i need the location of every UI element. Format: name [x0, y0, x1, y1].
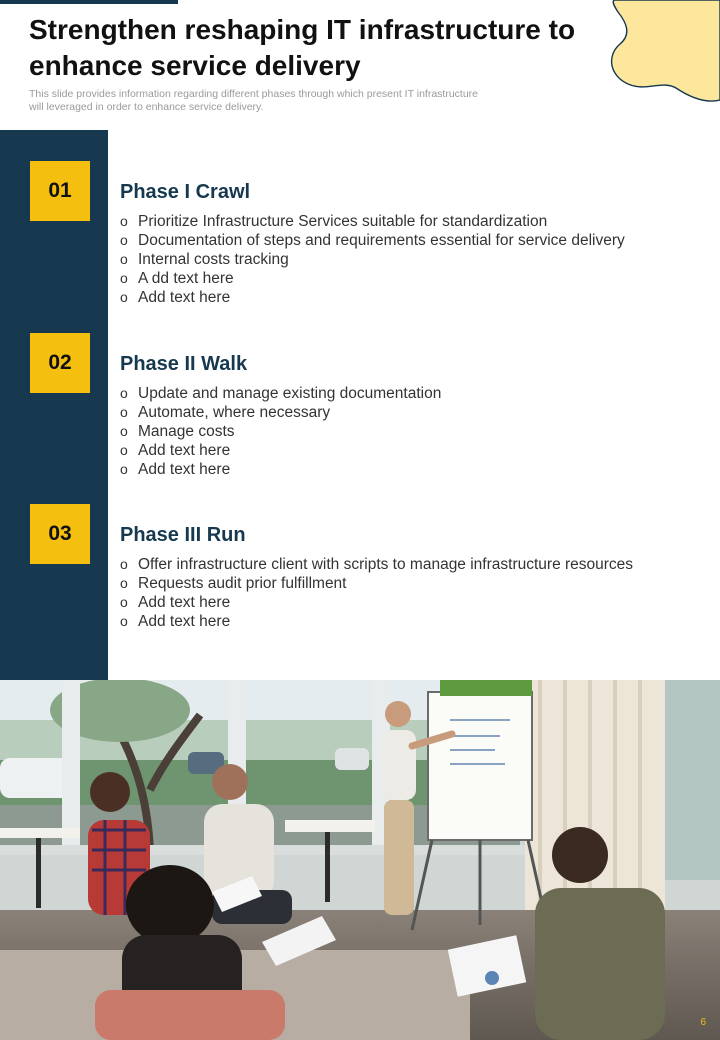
list-item [120, 403, 710, 422]
list-item [120, 593, 710, 612]
bullet-circle-icon: o [120, 289, 128, 305]
list-item [120, 269, 710, 288]
phase-section-walk [120, 352, 710, 479]
bullet-circle-icon: o [120, 232, 128, 248]
bullet-circle-icon: o [120, 594, 128, 610]
top-accent-bar [0, 0, 178, 4]
phase-title: Phase III Run [120, 524, 246, 546]
list-item [120, 212, 710, 231]
list-item-text: Prioritize Infrastructure Services suitable for standardization [138, 213, 548, 230]
team-meeting-illustration [0, 680, 720, 1040]
page-number: 6 [700, 1017, 706, 1028]
phase-section-crawl [120, 180, 710, 307]
list-item-text: Automate, where necessary [138, 404, 331, 421]
phase-section-run [120, 523, 710, 631]
list-item [120, 460, 710, 479]
list-item [120, 555, 710, 574]
bullet-circle-icon: o [120, 251, 128, 267]
decorative-blob-shape [600, 0, 720, 110]
bullet-circle-icon: o [120, 213, 128, 229]
phase-bullet-list [120, 212, 710, 307]
list-item-text: Add text here [138, 613, 231, 630]
phase-number-badge: 02 [30, 333, 90, 393]
list-item-text: Add text here [138, 461, 231, 478]
bullet-circle-icon: o [120, 556, 128, 572]
bullet-circle-icon: o [120, 270, 128, 286]
list-item-text: Documentation of steps and requirements essential for service delivery [138, 232, 625, 249]
phase-number-badge: 01 [30, 161, 90, 221]
bullet-circle-icon: o [120, 575, 128, 591]
list-item [120, 422, 710, 441]
list-item-text: Manage costs [138, 423, 235, 440]
bullet-circle-icon: o [120, 442, 128, 458]
list-item [120, 441, 710, 460]
team-meeting-photo [0, 680, 720, 1040]
list-item-text: Add text here [138, 442, 231, 459]
list-item-text: Offer infrastructure client with scripts to manage infrastructure resources [138, 556, 634, 573]
bullet-circle-icon: o [120, 385, 128, 401]
list-item-text: Internal costs tracking [138, 251, 289, 268]
page-subtitle: This slide provides information regarding different phases through which present IT infrastructure will leveraged in order to enhance service delivery. [29, 88, 479, 113]
list-item [120, 288, 710, 307]
phase-bullet-list [120, 555, 710, 631]
phase-bullet-list [120, 384, 710, 479]
bullet-circle-icon: o [120, 423, 128, 439]
list-item [120, 574, 710, 593]
bullet-circle-icon: o [120, 461, 128, 477]
list-item [120, 250, 710, 269]
list-item-text: Requests audit prior fulfillment [138, 575, 347, 592]
phase-title: Phase II Walk [120, 353, 248, 375]
list-item [120, 231, 710, 250]
phase-title: Phase I Crawl [120, 181, 251, 203]
list-item [120, 612, 710, 631]
bullet-circle-icon: o [120, 404, 128, 420]
list-item-text: Add text here [138, 289, 231, 306]
page-title: Strengthen reshaping IT infrastructure to enhance service delivery [29, 14, 576, 81]
list-item [120, 384, 710, 403]
list-item-text: Update and manage existing documentation [138, 385, 442, 402]
list-item-text: Add text here [138, 594, 231, 611]
bullet-circle-icon: o [120, 613, 128, 629]
phase-number-badge: 03 [30, 504, 90, 564]
list-item-text: A dd text here [138, 270, 234, 287]
